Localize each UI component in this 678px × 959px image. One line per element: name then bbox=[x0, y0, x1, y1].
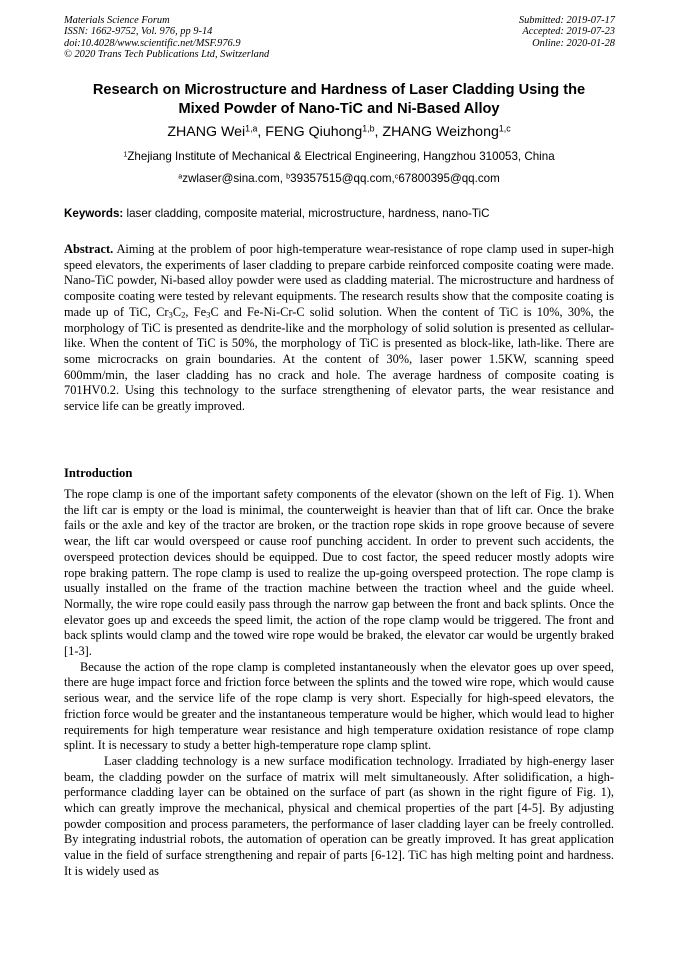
abstract-text: C and Fe-Ni-Cr-C solid solution. When the content of TiC is 10%, 30%, the morphology of TiC is presented as dendrite-like and the morphology of solid solution is presented as cellular-like. When the content of TiC is 50%, the morphology of TiC is presented as block-like, lath-like. There are some microcracks on grain boundaries. At the content of 30%, laser power 1.5KW, scanning speed 600mm/min, the laser cladding has no crack and hole. The average hardness of composite coating is 701HV0.2. Using this technology to the surface strengthening of elevator parts, the wear resistance and service life can be greatly improved. bbox=[64, 304, 614, 414]
paragraph: Laser cladding technology is a new surface modification technology. Irradiated by high-energy laser beam, the cladding powder on the surface of matrix will melt simultaneously. After solidification, a high-performance cladding layer can be obtained on the surface of part (as shown in the right figure of Fig. 1), which can greatly improve the mechanical, physical and chemical properties of the part [4-5]. By adjusting powder composition and process parameters, the performance of laser cladding layer can be freely controlled. By integrating industrial robots, the automation of operation can be greatly improved. It has great application value in the field of surface strengthening and repair of parts [6-12]. TiC has high melting point and hardness. It is widely used as bbox=[64, 753, 614, 878]
author-affil-mark: 1,a bbox=[245, 123, 258, 134]
affiliation-mark: 1 bbox=[123, 149, 128, 159]
journal-header-left bbox=[64, 15, 269, 61]
keywords-label: Keywords: bbox=[64, 207, 124, 220]
email-mark: c bbox=[394, 171, 399, 181]
section-heading-introduction: Introduction bbox=[64, 466, 133, 480]
email-link[interactable]: 39357515@qq.com, bbox=[290, 172, 395, 185]
accepted-date: Accepted: 2019-07-23 bbox=[522, 26, 615, 38]
author-separator: , bbox=[257, 124, 266, 140]
abstract-text: , Fe bbox=[185, 304, 207, 319]
author-name: FENG Qiuhong bbox=[265, 124, 363, 140]
journal-header-right bbox=[519, 15, 615, 49]
paragraph: Because the action of the rope clamp is completed instantaneously when the elevator goes up over speed, there are huge impact force and friction force between the splints and the towed wire rope, which would cause serious wear, and the service life of the rope clamp is very short. Especially for high-speed elevators, the friction force would be greater and the instantaneous temperature would be higher, which would lead to higher requirements for high temperature wear resistance and high temperature oxidation resistance of rope clamp splint. It is necessary to study a better high-temperature rope clamp splint. bbox=[64, 659, 614, 753]
email-link[interactable]: zwlaser@sina.com, bbox=[182, 172, 287, 185]
paper-title bbox=[40, 81, 638, 119]
keywords-text: laser cladding, composite material, microstructure, hardness, nano-TiC bbox=[123, 207, 490, 220]
copyright-line: © 2020 Trans Tech Publications Ltd, Switzerland bbox=[64, 49, 270, 61]
keywords bbox=[64, 207, 619, 221]
online-date: Online: 2020-01-28 bbox=[532, 37, 615, 49]
author-list bbox=[40, 123, 638, 141]
title-line-2: Mixed Powder of Nano-TiC and Ni-Based Alloy bbox=[178, 101, 500, 117]
abstract-label: Abstract. bbox=[64, 242, 114, 256]
abstract-text: C bbox=[172, 304, 182, 319]
author-name: ZHANG Wei bbox=[167, 124, 246, 140]
introduction-body bbox=[64, 487, 614, 880]
email-link[interactable]: 67800395@qq.com bbox=[398, 172, 500, 185]
email-mark: b bbox=[286, 171, 291, 181]
abstract-text: Aiming at the problem of poor high-temperature wear-resistance of rope clamp used in super-high speed elevators, the experiments of laser cladding to prepare carbide reinforced composite coating were made. Nano-TiC powder, Ni-based alloy powder were used as cladding material. The microstructure and hardness of composite coating were tested by relevant equipments. The research results show that the composite coating is made up of TiC, Cr bbox=[64, 242, 614, 319]
subscript: 2 bbox=[181, 309, 186, 320]
issn-line: ISSN: 1662-9752, Vol. 976, pp 9-14 bbox=[64, 26, 213, 38]
author-affil-mark: 1,b bbox=[362, 123, 375, 134]
author-emails bbox=[40, 172, 638, 186]
abstract bbox=[64, 242, 614, 415]
author-affil-mark: 1,c bbox=[498, 123, 511, 134]
affiliation bbox=[40, 150, 638, 164]
email-mark: a bbox=[178, 171, 183, 181]
affiliation-text: Zhejiang Institute of Mechanical & Electrical Engineering, Hangzhou 310053, China bbox=[127, 150, 555, 163]
submitted-date: Submitted: 2019-07-17 bbox=[518, 15, 615, 26]
author-name: ZHANG Weizhong bbox=[382, 124, 499, 140]
subscript: 3 bbox=[206, 309, 211, 320]
journal-name: Materials Science Forum bbox=[64, 15, 170, 26]
subscript: 3 bbox=[168, 309, 173, 320]
title-line-1: Research on Microstructure and Hardness of Laser Cladding Using the bbox=[92, 82, 586, 98]
doi-line: doi:10.4028/www.scientific.net/MSF.976.9 bbox=[64, 37, 241, 49]
paragraph: The rope clamp is one of the important safety components of the elevator (shown on the left of Fig. 1). When the lift car is empty or the load is minimal, the counterweight is heavier than that of lift car. Once the brake fails or the axle and key of the tractor are broken, or the traction rope skids in rope groove because of severe wear, the lift car would overspeed or cause roof punching accident. In order to prevent such accidents, the overspeed protection devices should be equipped. Due to cost factor, the speed reducer mostly adopts wire rope braking pattern. The rope clamp is used to realize the up-going overspeed protection. The rope clamp is usually installed on the frame of the traction machine between the traction wheel and the guide wheel. Normally, the wire rope could easily pass through the narrow gap between the front and back splints. Once the elevator goes up and exceeds the speed limit, the action of the rope clamp would be triggered. The front and back splints would clamp and the towed wire rope would be braked, the elevator car would be urgently braked [1-3]. bbox=[64, 487, 614, 659]
author-separator: , bbox=[374, 124, 383, 140]
